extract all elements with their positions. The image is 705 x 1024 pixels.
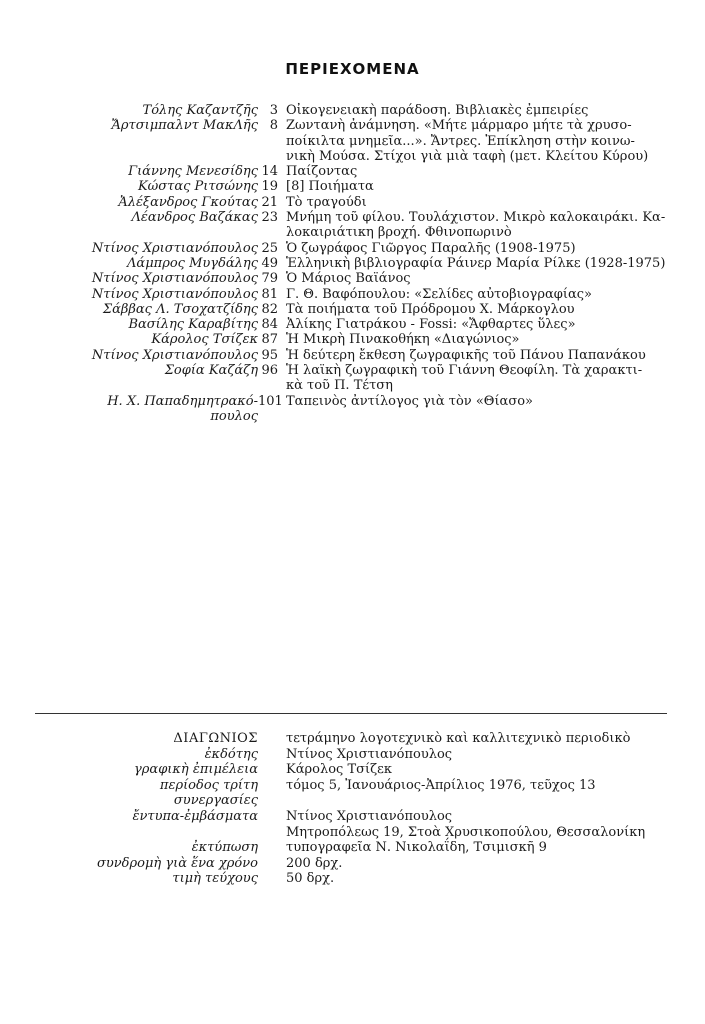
toc-work-title bbox=[286, 394, 671, 409]
toc-author bbox=[40, 195, 258, 210]
toc-author bbox=[40, 302, 258, 317]
toc-work-line: [8] Ποιήματα bbox=[286, 179, 374, 195]
toc-work-title bbox=[286, 317, 671, 332]
toc-author-line: Σάββας Λ. Τσοχατζίδης bbox=[102, 301, 258, 317]
toc-work-line: Ὁ ζωγράφος Γιῶργος Παραλῆς (1908-1975) bbox=[286, 240, 576, 256]
toc-work-line: Γ. Θ. Βαφόπουλου: «Σελίδες αὐτοβιογραφίας» bbox=[286, 286, 592, 302]
toc-work-line: Ἀλίκης Γιατράκου - Fossi: «Ἄφθαρτες ὕλες» bbox=[286, 317, 576, 333]
toc-work-title bbox=[286, 210, 671, 241]
toc-work-title bbox=[286, 118, 671, 164]
toc-author-line: Ντίνος Χριστιανόπουλος bbox=[91, 271, 258, 287]
toc-author-line: Λέανδρος Βαζάκας bbox=[131, 210, 258, 226]
toc-page-number: 101 bbox=[258, 393, 283, 409]
toc-work-line: Οἰκογενειακὴ παράδοση. Βιβλιακὲς ἐμπειρίες bbox=[286, 103, 589, 118]
toc-page-number: 19 bbox=[261, 179, 278, 195]
colophon-label: περίοδος τρίτη bbox=[159, 777, 258, 793]
toc-work-line: Τὸ τραγούδι bbox=[286, 194, 367, 210]
toc-page-number: 95 bbox=[261, 347, 278, 363]
colophon-label: ἐκτύπωση bbox=[191, 840, 258, 856]
toc-author bbox=[40, 241, 258, 256]
toc-author bbox=[40, 256, 258, 271]
toc-entry bbox=[0, 118, 705, 164]
toc-entry bbox=[0, 210, 705, 241]
toc-author-line: Γιάννης Μενεσίδης bbox=[128, 164, 258, 180]
colophon-row bbox=[0, 871, 705, 887]
toc-work-title bbox=[286, 195, 671, 210]
toc-work-title bbox=[286, 241, 671, 256]
colophon-label: συνεργασίες bbox=[173, 793, 258, 809]
colophon-value: Κάρολος Τσίζεκ bbox=[286, 762, 392, 778]
toc-author bbox=[40, 332, 258, 347]
toc-entry bbox=[0, 287, 705, 302]
toc-work-title bbox=[286, 103, 671, 118]
colophon-row bbox=[0, 778, 705, 794]
toc-work-title bbox=[286, 164, 671, 179]
colophon-label: γραφικὴ ἐπιμέλεια bbox=[134, 762, 258, 778]
toc-work-line: Ἡ δεύτερη ἔκθεση ζωγραφικῆς τοῦ Πάνου Παπανάκου bbox=[286, 347, 646, 363]
toc-author-line: Ἀλέξανδρος Γκούτας bbox=[118, 194, 258, 210]
toc-author-line: Ντίνος Χριστιανόπουλος bbox=[91, 286, 258, 302]
toc-author-line: Ντίνος Χριστιανόπουλος bbox=[91, 240, 258, 256]
toc-work-line: ποίκιλτα μνημεῖα...». Ἄντρες. Ἐπίκληση στὴν κοινω- bbox=[286, 133, 635, 149]
toc-work-title bbox=[286, 179, 671, 194]
colophon-label: ἐκδότης bbox=[204, 746, 258, 762]
toc-work-line: λοκαιριάτικη βροχή. Φθινοπωρινὸ bbox=[286, 225, 512, 241]
toc-entry bbox=[0, 393, 705, 424]
toc-author bbox=[40, 363, 258, 378]
divider-rule bbox=[35, 713, 667, 714]
toc-entry bbox=[0, 256, 705, 271]
toc-author-line: Λάμπρος Μυγδάλης bbox=[127, 255, 258, 271]
colophon-row bbox=[0, 809, 705, 825]
toc-author bbox=[40, 394, 258, 425]
toc-author bbox=[40, 317, 258, 332]
toc-work-line: Τὰ ποιήματα τοῦ Πρόδρομου Χ. Μάρκογλου bbox=[286, 301, 575, 317]
colophon-label: ἔντυπα-ἐμβάσματα bbox=[132, 808, 258, 824]
magazine-name: ΔΙΑΓΩΝΙΟΣ bbox=[173, 731, 258, 746]
toc-author-line: Τόλης Καζαντζῆς bbox=[142, 103, 258, 118]
toc-author-line: Σοφία Καζάζη bbox=[164, 363, 258, 379]
toc-author-line: Η. Χ. Παπαδημητρακό- bbox=[107, 393, 258, 409]
colophon-row bbox=[0, 840, 705, 856]
colophon-value: τετράμηνο λογοτεχνικὸ καὶ καλλιτεχνικὸ περιοδικὸ bbox=[286, 731, 631, 746]
toc-work-title bbox=[286, 256, 671, 271]
colophon-value: τυπογραφεῖα Ν. Νικολαΐδη, Τσιμισκῆ 9 bbox=[286, 840, 547, 856]
toc-entry bbox=[0, 302, 705, 317]
toc-author-line: Κώστας Ριτσώνης bbox=[137, 179, 258, 195]
toc-work-title bbox=[286, 302, 671, 317]
colophon-row bbox=[0, 762, 705, 778]
colophon-row bbox=[0, 793, 705, 809]
toc-author bbox=[40, 210, 258, 225]
toc-page-number: 23 bbox=[261, 210, 278, 226]
toc-work-line: Ὁ Μάριος Βαϊάνος bbox=[286, 271, 411, 287]
colophon-label: συνδρομὴ γιὰ ἕνα χρόνο bbox=[97, 855, 258, 871]
toc-entry bbox=[0, 241, 705, 256]
toc-page-number: 21 bbox=[261, 194, 278, 210]
toc-page-number: 84 bbox=[261, 317, 278, 333]
toc-page-number: 79 bbox=[261, 271, 278, 287]
toc-work-line: Παίζοντας bbox=[286, 164, 358, 180]
toc-entry bbox=[0, 179, 705, 194]
toc-entry bbox=[0, 103, 705, 118]
toc-entry bbox=[0, 348, 705, 363]
colophon-row bbox=[0, 825, 705, 841]
toc-work-line: Ἡ Μικρὴ Πινακοθήκη «Διαγώνιος» bbox=[286, 332, 520, 348]
toc-author-line: Κάρολος Τσίζεκ bbox=[151, 332, 258, 348]
toc-page-number: 14 bbox=[261, 164, 278, 180]
toc-author-line: Βασίλης Καραβίτης bbox=[128, 317, 258, 333]
toc-author bbox=[40, 118, 258, 133]
toc-page-number: 49 bbox=[261, 255, 278, 271]
colophon-value: Μητροπόλεως 19, Στοὰ Χρυσικοπούλου, Θεσσαλονίκη bbox=[286, 824, 646, 840]
toc-page-number: 96 bbox=[261, 363, 278, 379]
toc-work-line: Ταπεινὸς ἀντίλογος γιὰ τὸν «Θίασο» bbox=[286, 393, 533, 409]
colophon-row bbox=[0, 856, 705, 872]
toc-page-number: 87 bbox=[261, 332, 278, 348]
toc-page-number: 81 bbox=[261, 286, 278, 302]
colophon-value: 50 δρχ. bbox=[286, 871, 335, 887]
table-of-contents bbox=[0, 103, 705, 424]
toc-author bbox=[40, 287, 258, 302]
toc-author-line: Ἄρτσιμπαλντ ΜακΛῆς bbox=[111, 118, 258, 134]
toc-author bbox=[40, 103, 258, 118]
colophon-label: τιμὴ τεύχους bbox=[172, 871, 258, 887]
toc-author bbox=[40, 348, 258, 363]
toc-work-line: κὰ τοῦ Π. Τέτση bbox=[286, 378, 393, 394]
toc-entry bbox=[0, 195, 705, 210]
page-title: ΠΕΡΙΕΧΟΜΕΝΑ bbox=[285, 60, 420, 78]
toc-work-title bbox=[286, 271, 671, 286]
toc-page-number: 3 bbox=[269, 103, 278, 118]
colophon bbox=[0, 731, 705, 887]
colophon-row bbox=[0, 731, 705, 747]
toc-entry bbox=[0, 317, 705, 332]
toc-work-title bbox=[286, 287, 671, 302]
toc-page-number: 8 bbox=[269, 118, 278, 134]
toc-entry bbox=[0, 332, 705, 347]
colophon-row bbox=[0, 747, 705, 763]
colophon-value: Ντίνος Χριστιανόπουλος bbox=[286, 808, 453, 824]
toc-work-title bbox=[286, 363, 671, 394]
colophon-value: 200 δρχ. bbox=[286, 855, 343, 871]
toc-work-line: νικὴ Μούσα. Στίχοι γιὰ μιὰ ταφὴ (μετ. Κλείτου Κύρου) bbox=[286, 148, 649, 164]
colophon-value: Ντίνος Χριστιανόπουλος bbox=[286, 746, 453, 762]
toc-entry bbox=[0, 271, 705, 286]
toc-author-line: πουλος bbox=[210, 408, 258, 424]
toc-entry bbox=[0, 363, 705, 394]
toc-page-number: 25 bbox=[261, 240, 278, 256]
toc-author bbox=[40, 164, 258, 179]
colophon-value: τόμος 5, Ἰανουάριος-Ἀπρίλιος 1976, τεῦχος 13 bbox=[286, 777, 596, 793]
toc-work-line: Μνήμη τοῦ φίλου. Τουλάχιστον. Μικρὸ καλοκαιράκι. Κα- bbox=[286, 210, 666, 226]
toc-work-line: Ἑλληνικὴ βιβλιογραφία Ράινερ Μαρία Ρίλκε (1928-1975) bbox=[286, 255, 666, 271]
toc-work-title bbox=[286, 332, 671, 347]
toc-author bbox=[40, 271, 258, 286]
toc-work-title bbox=[286, 348, 671, 363]
toc-author-line: Ντίνος Χριστιανόπουλος bbox=[91, 347, 258, 363]
toc-work-line: Ἡ λαϊκὴ ζωγραφικὴ τοῦ Γιάννη Θεοφίλη. Τὰ χαρακτι- bbox=[286, 363, 643, 379]
toc-entry bbox=[0, 164, 705, 179]
toc-author bbox=[40, 179, 258, 194]
toc-work-line: Ζωντανὴ ἀνάμνηση. «Μήτε μάρμαρο μήτε τὰ χρυσο- bbox=[286, 118, 632, 134]
toc-page-number: 82 bbox=[261, 301, 278, 317]
